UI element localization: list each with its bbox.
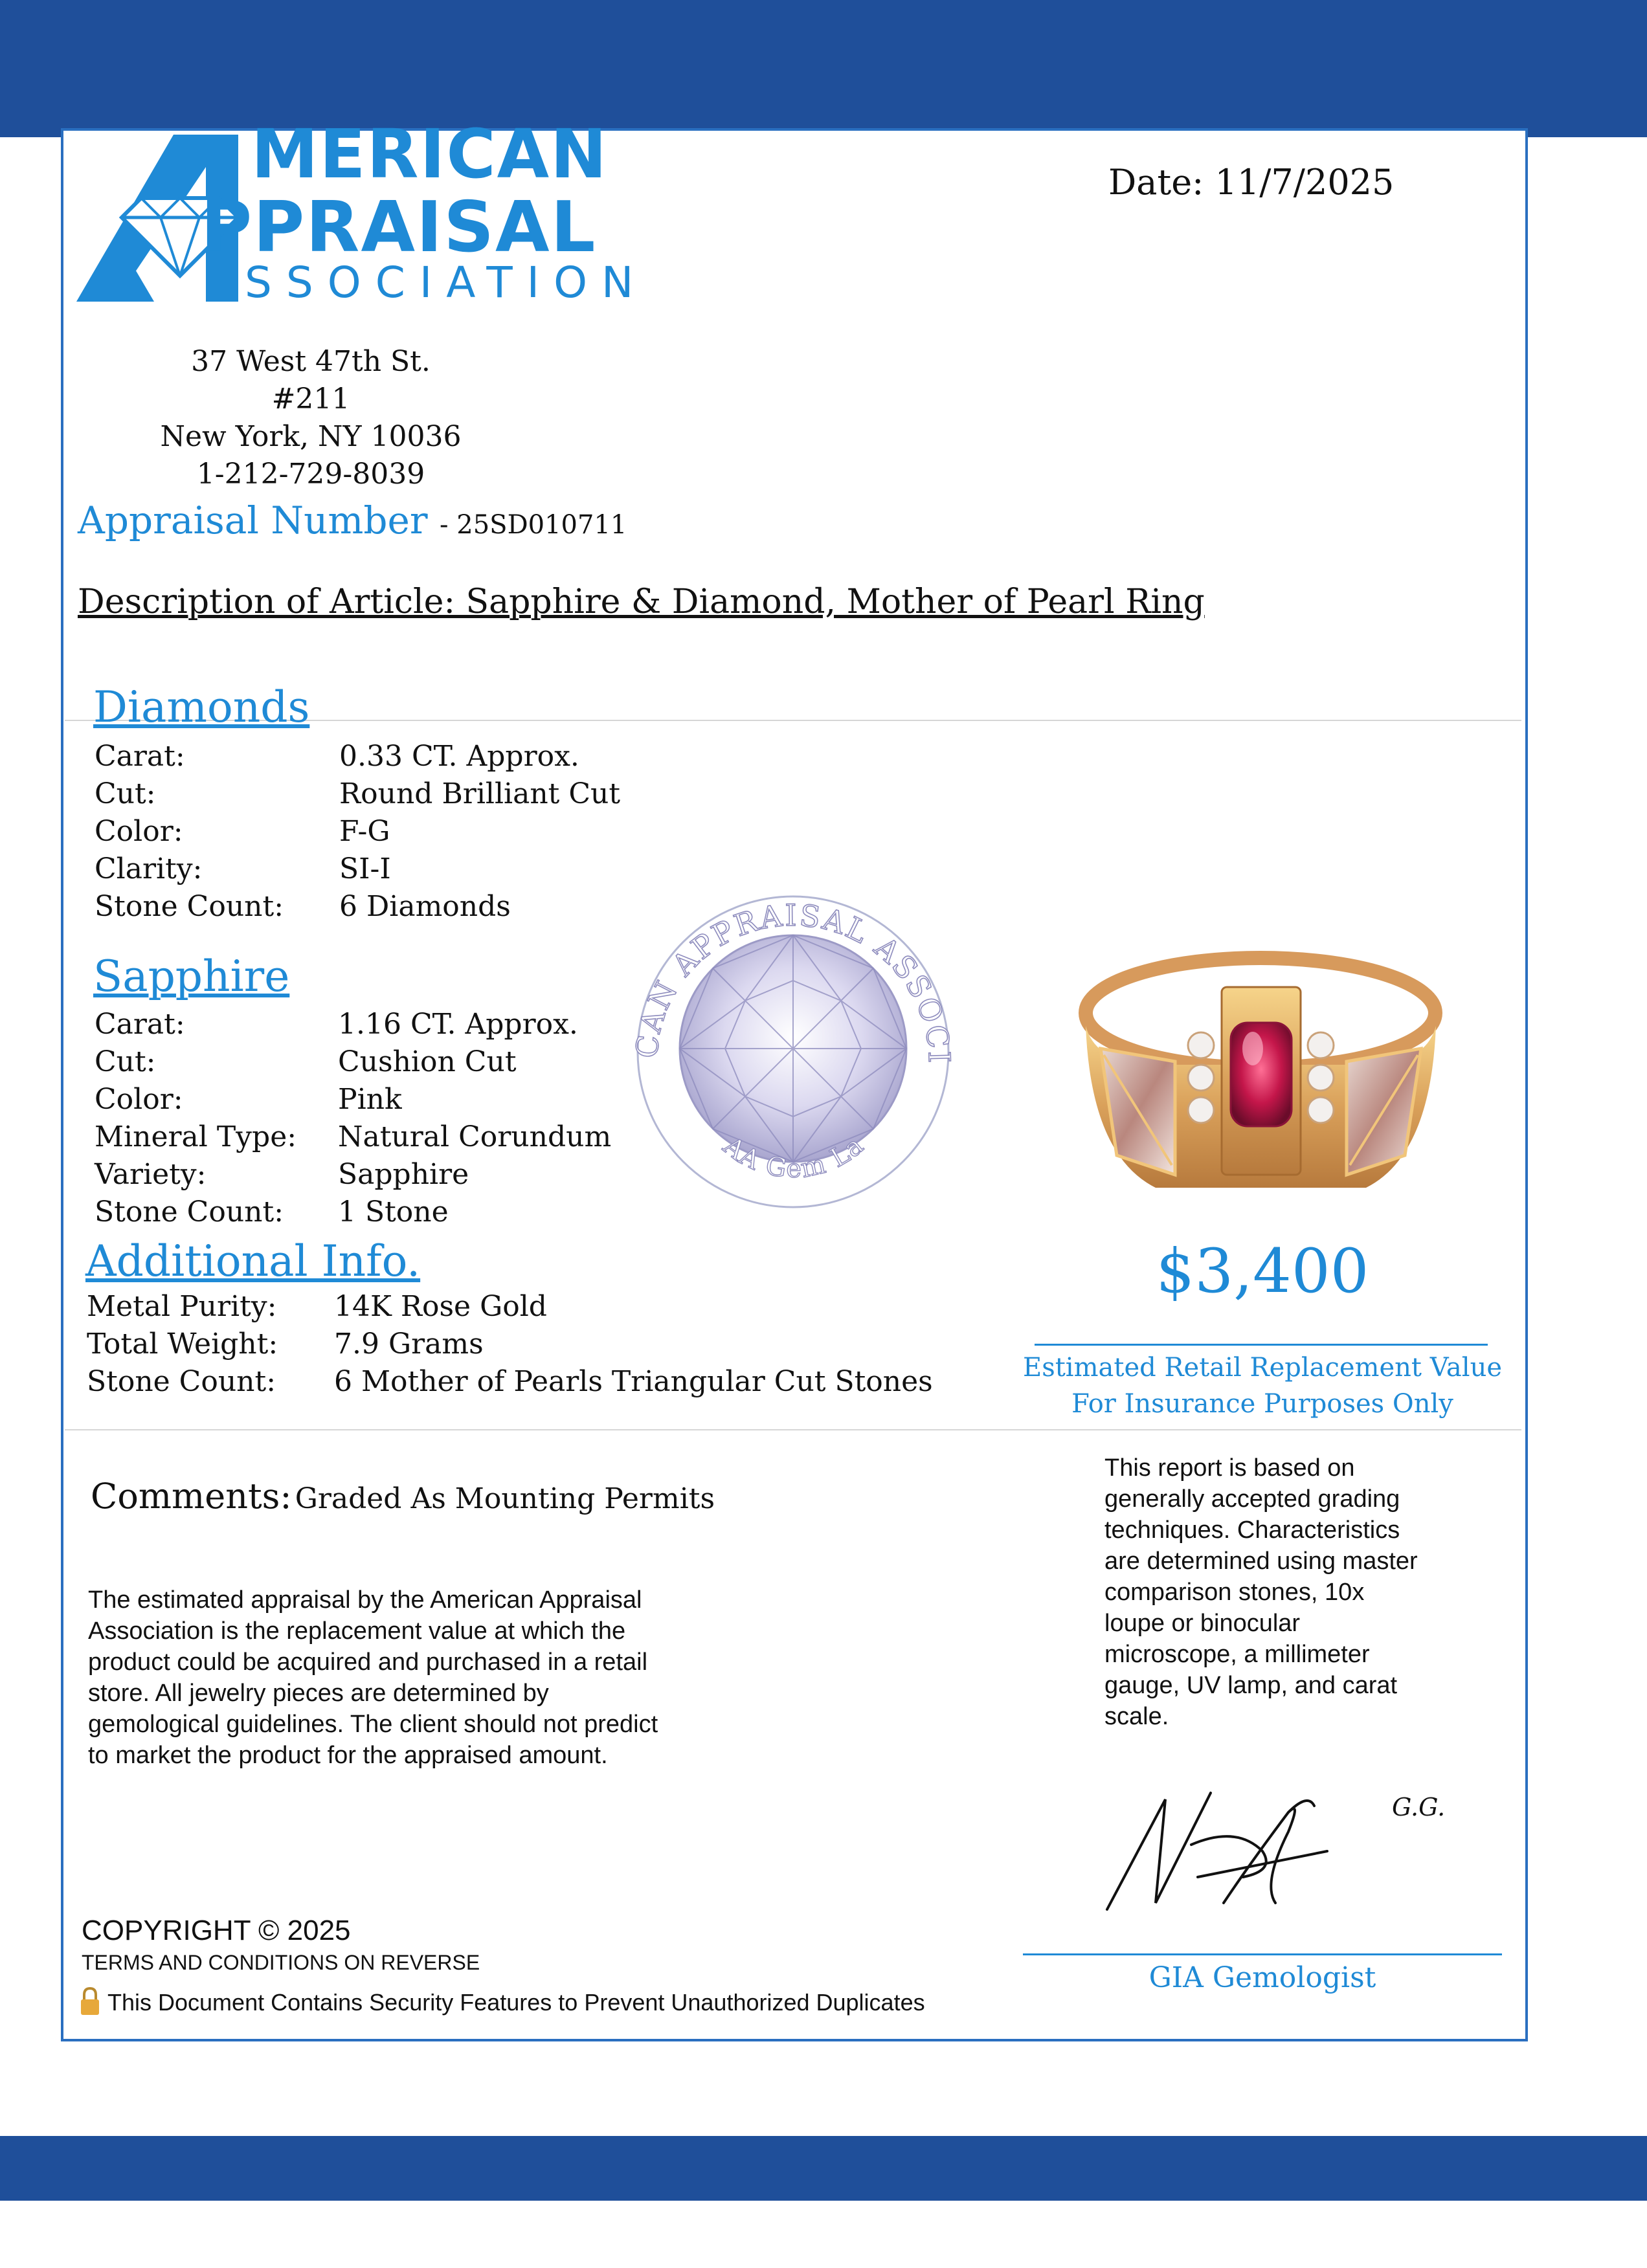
gemologist-title: GIA Gemologist [1148,1961,1376,1994]
sapphire-row: Variety: Sapphire [95,1158,469,1191]
disclaimer-left: The estimated appraisal by the American Appraisal Association is the replacement value at which the product could be acquired and purchased in a retail store. All jewelry pieces are determined by gemological guidelines. The client should not predict to market the product for the appraised amount. [88,1586,658,1769]
diamond-row: Stone Count: 6 Diamonds [95,890,511,923]
diamond-row: Cut: Round Brilliant Cut [95,777,621,810]
estimate-line-2: For Insurance Purposes Only [1071,1389,1453,1419]
sapphire-row: Carat: 1.16 CT. Approx. [95,1008,578,1041]
address-block [155,343,466,493]
bottom-band [0,2136,1647,2201]
security-note-line [80,1987,925,2021]
sapphire-row: Cut: Cushion Cut [95,1045,517,1078]
sapphire-table [95,1006,611,1231]
comments-label: Comments: [91,1476,292,1517]
date: Date: 11/7/2025 [1108,162,1395,203]
additional-heading: Additional Info. [85,1236,421,1286]
comments-line [91,1476,715,1517]
seal-inner-text: AA Gem La [717,1129,870,1184]
top-band [0,0,1647,137]
article-description: Description of Article: Sapphire & Diamond, Mother of Pearl Ring [78,583,1205,621]
lock-icon [80,1987,100,2021]
diamonds-heading: Diamonds [93,682,310,732]
additional-row: Total Weight: 7.9 Grams [87,1328,484,1361]
additional-row: Metal Purity: 14K Rose Gold [87,1290,547,1323]
signature-icon [1094,1773,1418,1929]
address-phone: 1-212-729-8039 [196,458,425,491]
appraised-price: $3,400 [1156,1236,1369,1307]
copyright: COPYRIGHT © 2025 [82,1915,351,1946]
seal-ring-text: CAN APPRAISAL ASSOCI [629,897,958,1065]
sapphire-row: Mineral Type: Natural Corundum [95,1120,612,1153]
price-rule [1035,1344,1488,1346]
terms-note: TERMS AND CONDITIONS ON REVERSE [82,1951,480,1974]
address-city: New York, NY 10036 [160,420,462,453]
appraisal-number-line [78,498,627,542]
diamond-row: Color: F-G [95,815,390,848]
signature-rule [1023,1953,1502,1955]
signature-suffix: G.G. [1392,1793,1446,1821]
sapphire-row: Stone Count: 1 Stone [95,1195,449,1228]
signature [1094,1773,1418,1929]
appraisal-number-label: Appraisal Number [78,498,428,542]
fold-line-bottom [65,1429,1521,1430]
additional-row: Stone Count: 6 Mother of Pearls Triangular Cut Stones [87,1365,933,1398]
logo-line-ssociation: SSOCIATION [245,258,648,307]
sapphire-row: Color: Pink [95,1083,402,1116]
logo-line-merican: MERICAN [251,115,609,194]
estimate-note [1010,1350,1515,1422]
estimate-line-1: Estimated Retail Replacement Value [1023,1353,1502,1383]
ring-photo [1078,942,1444,1197]
additional-table [87,1288,933,1401]
logo-line-ppraisal: PPRAISAL [201,187,597,268]
seal-icon [609,867,978,1236]
appraisal-number-sep: - [440,510,457,540]
disclaimer-right: This report is based on generally accepted grading techniques. Characteristics are determined using master comparison stones, 10x loupe or binocular microscope, a millimeter gauge, UV lamp, and carat scale. [1104,1454,1418,1730]
security-note: This Document Contains Security Features to Prevent Unauthorized Duplicates [107,1989,925,2016]
diamonds-table [95,738,620,926]
diamond-row: Clarity: SI-I [95,852,391,885]
ring-icon [1078,942,1444,1197]
address-street: 37 West 47th St. #211 [191,345,431,416]
sapphire-heading: Sapphire [93,951,290,1001]
gem-lab-seal [609,867,978,1236]
appraisal-number-value: 25SD010711 [456,510,627,540]
diamond-row: Carat: 0.33 CT. Approx. [95,740,579,773]
comments-value: Graded As Mounting Permits [295,1482,715,1515]
